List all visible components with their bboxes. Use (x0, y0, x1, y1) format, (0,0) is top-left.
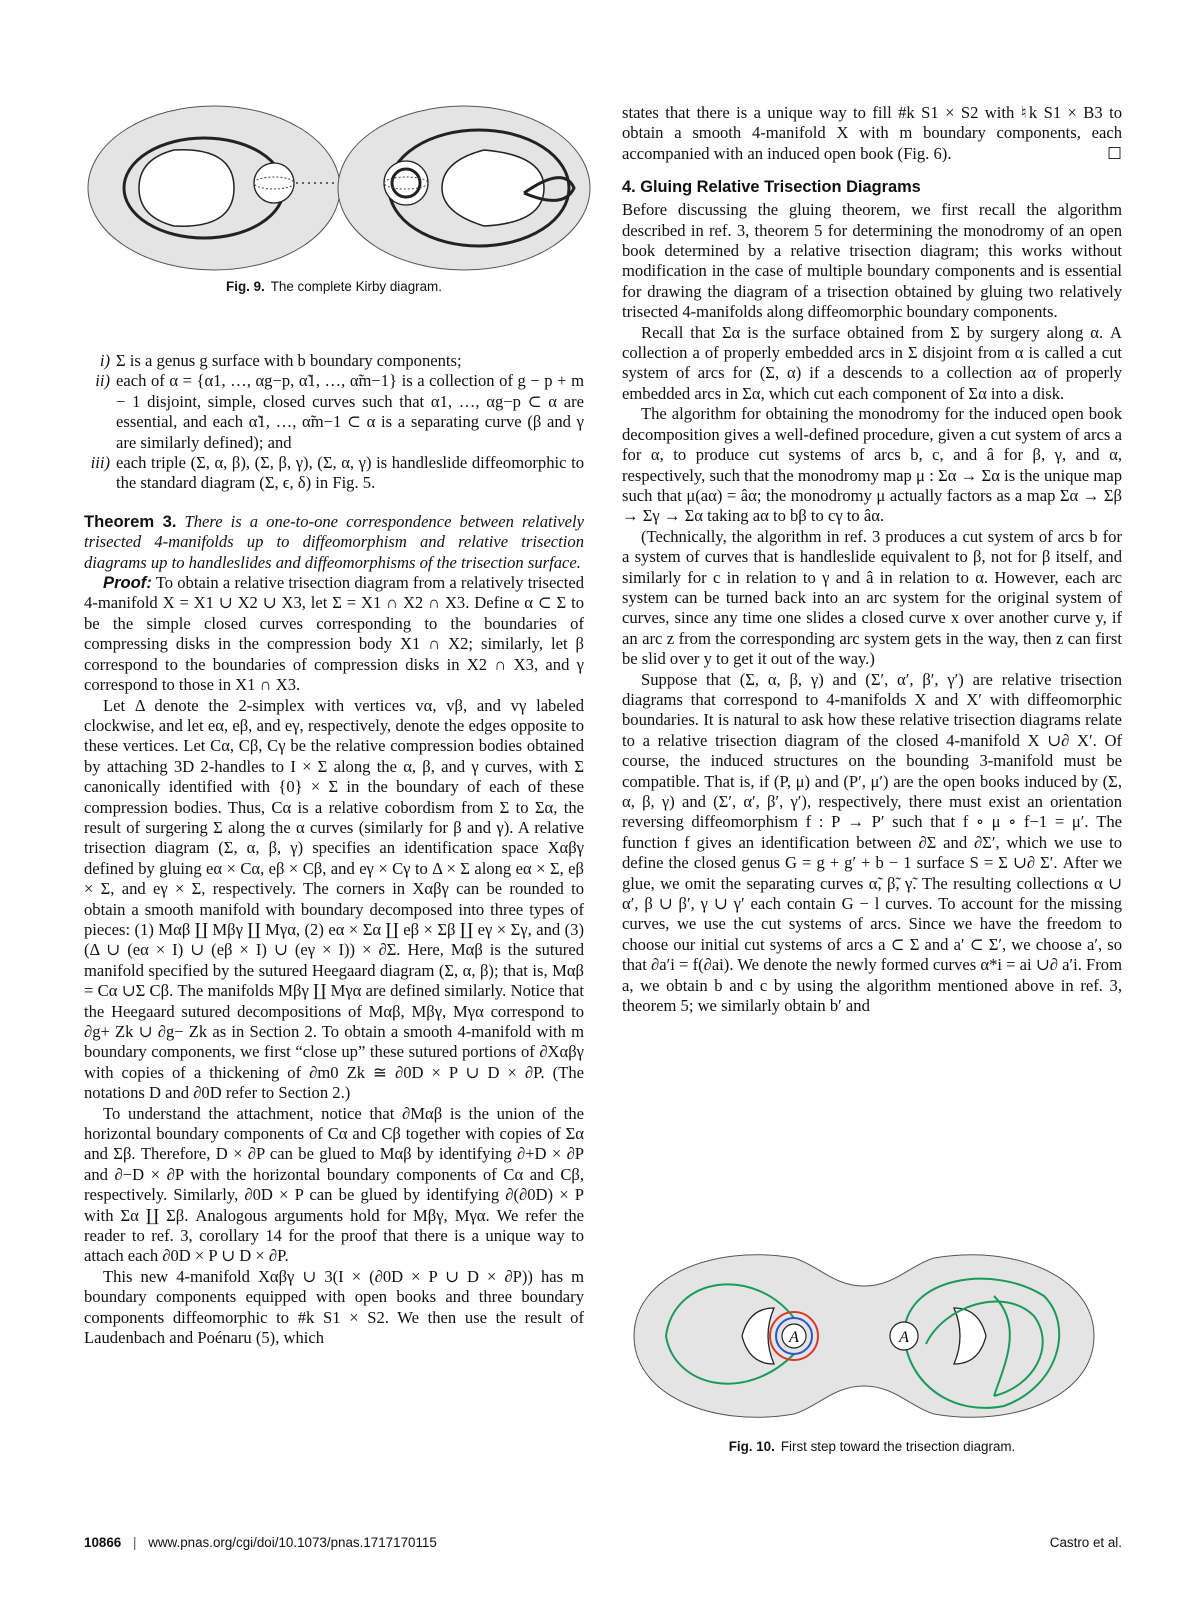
kirby-left-surface (88, 106, 340, 270)
kirby-right-ball (384, 161, 428, 205)
section-4-paragraph-5: Suppose that (Σ, α, β, γ) and (Σ′, α′, β′, γ′) are relative trisection diagrams that correspond to 4-manifolds X and X′ with diffeomorphic boundaries. It is natural to ask how these relative trisection diagrams relate to a relative trisection diagram of the closed 4-manifold X ∪∂ X′. Of course, the induced structures on the bounding 3-manifold must be compatible. That is, if (P, μ) and (P′, μ′) are the open books induced by (Σ, α, β, γ) and (Σ′, α′, β′, γ′), respectively, there must exist an orientation reversing diffeomorphism f : P → P′ such that f ∘ μ ∘ f−1 = μ′. The function f gives an identification between ∂Σ and ∂Σ′, which we use to define the closed genus G = g + g′ + b − 1 surface S = Σ ∪∂ Σ′. After we glue, we omit the separating curves α̃, β̃, γ̃. The resulting collections α ∪ α′, β ∪ β′, γ ∪ γ′ each contain G − l curves. To account for the missing curves, we use the cut systems of arcs. Since we have the freedom to choose our initial cut systems of arcs a ⊂ Σ and a′ ⊂ Σ′, we choose a′, so that ∂a′i = f(∂ai). We denote the newly formed curves α*i = ai ∪∂ a′i. From a, we obtain b and c by using the algorithm mentioned above in ref. 3, theorem 5; we similarly obtain b′ and (622, 669, 1122, 1016)
condition-text: Σ is a genus g surface with b boundary components; (116, 351, 462, 370)
theorem-3 (84, 512, 584, 573)
figure-9-label: Fig. 9. (226, 279, 265, 294)
proof-paragraph-1 (84, 573, 584, 695)
condition-label: i) (99, 351, 110, 370)
condition-text: each triple (Σ, α, β), (Σ, β, γ), (Σ, α, γ) is handleslide diffeomorphic to the standard diagram (Σ, ϵ, δ) in Fig. 5. (116, 453, 584, 493)
page-footer-right (1050, 1535, 1122, 1550)
section-4-heading: 4. Gluing Relative Trisection Diagrams (622, 178, 921, 197)
figure-9-caption-text: The complete Kirby diagram. (270, 279, 442, 294)
kirby-right-surface (338, 106, 590, 270)
condition-label: iii) (90, 453, 110, 473)
proof-paragraph-5 (622, 103, 1122, 164)
figure-10-caption-text: First step toward the trisection diagram. (780, 1439, 1016, 1454)
proof-paragraph-4: This new 4-manifold Xαβγ ∪ 3(I × (∂0D × P ∪ D × ∂P)) has m boundary components equipped with open books and three boundary components diffeomorphic to #k S1 × S2. We then use the result of Laudenbach and Poénaru (5), which (84, 1266, 584, 1348)
fig10-right-node-group (890, 1322, 918, 1350)
footer-separator: | (132, 1535, 137, 1550)
condition-text: each of α = {α1, …, αg−p, α̃1, …, α̃m−1} is a collection of g − p + m − 1 disjoint, simple, closed curves such that α1, …, αg−p ⊂ α are essential, and each α̃1, …, α̃m−1 ⊂ α is a separating curve (β and γ are similarly defined); and (116, 371, 584, 452)
section-4-paragraph-2: Recall that Σα is the surface obtained from Σ by surgery along α. A collection a of properly embedded arcs in Σ disjoint from α is called a cut system of arcs for (Σ, α) if a descends to a collection aα of properly embedded arcs in Σα, which cut each component of Σα into a disk. (622, 322, 1122, 403)
proof-paragraph-3: To understand the attachment, notice that ∂Mαβ is the union of the horizontal boundary components of Cα and Cβ together with copies of Σα and Σβ. Therefore, D × ∂P can be glued to Mαβ by identifying ∂+D × ∂P and ∂−D × ∂P with the horizontal boundary components of Cα and Cβ, respectively. Similarly, ∂0D × P can be glued by identifying ∂(∂0D) × P with Σα ∐ Σβ. Analogous arguments hold for Mβγ, Mγα. We refer the reader to ref. 3, corollary 14 for the proof that there is a unique way to attach each ∂0D × P ∪ D × ∂P. (84, 1103, 584, 1266)
theorem-text: There is a one-to-one correspondence between relatively trisected 4-manifolds up to diffeomorphism and relative trisection diagrams up to handleslides and diffeomorphisms of the trisection surface. (84, 511, 584, 572)
fig10-node-left-label: A (789, 1329, 799, 1346)
condition-i (84, 351, 584, 371)
figure-9-caption (84, 278, 584, 296)
doi-link[interactable]: www.pnas.org/cgi/doi/10.1073/pnas.1717170115 (148, 1535, 437, 1550)
proof-paragraph-2: Let Δ denote the 2-simplex with vertices vα, vβ, and vγ labeled clockwise, and let eα, eβ, and eγ, respectively, denote the edges opposite to these vertices. Let Cα, Cβ, Cγ be the relative compression bodies obtained by attaching 3D 2-handles to I × Σ along the α, β, and γ curves, with Σ canonically identified with {0} × Σ in the boundary of each of these compression bodies. Thus, Cα is a relative cobordism from Σ to Σα, the result of surgering Σ along the α curves (similarly for β and γ). A relative trisection diagram (Σ, α, β, γ) specifies an identification space Xαβγ defined by gluing eα × Cα, eβ × Cβ, and eγ × Cγ to Δ × Σ along eα × Σ, eβ × Σ, and eγ × Σ, respectively. The corners in Xαβγ can be rounded to obtain a smooth manifold with boundary decomposed into three types of pieces: (1) Mαβ ∐ Mβγ ∐ Mγα, (2) eα × Σα ∐ eβ × Σβ ∐ eγ × Σγ, and (3) (Δ ∪ (eα × I) ∪ (eβ × I) ∪ (eγ × I)) × ∂Σ. Here, Mαβ is the sutured manifold specified by the sutured Heegaard diagram (Σ, α, β); that is, Mαβ = Cα ∪Σ Cβ. The manifolds Mβγ ∐ Mγα are defined similarly. Notice that the Heegaard sutured decompositions of Mαβ, Mβγ, Mγα correspond to ∂g+ Zk ∪ ∂g− Zk as in Section 2. To obtain a smooth 4-manifold with m boundary components, we first “close up” these sutured portions of ∂Xαβγ with copies of a thickening of ∂m0 Zk ≅ ∂0D × P ∪ D × ∂P. (The notations D and ∂0D refer to Section 2.) (84, 695, 584, 1103)
proof-text-5: states that there is a unique way to fill #k S1 × S2 with ♮k S1 × B3 to obtain a smooth 4-manifold X with m boundary components, each accompanied with an induced open book (Fig. 6). (622, 103, 1122, 163)
section-4-paragraph-1: Before discussing the gluing theorem, we first recall the algorithm described in ref. 3, theorem 5 for determining the monodromy of an open book determined by a relative trisection diagram; this works without modification in the case of multiple boundary components and is essential for drawing the diagram of a trisection obtained by gluing two relatively trisected 4-manifolds along diffeomorphic boundary components. (622, 200, 1122, 322)
fig10-node-right-label: A (899, 1329, 909, 1346)
section-4-paragraph-4: (Technically, the algorithm in ref. 3 produces a cut system of arcs b for a system of curves that is handleslide equivalent to β, not for β itself, and similarly for c in relation to γ and â in relation to α. However, each arc system can be turned back into an arc system for the original system of curves, since any time one slides a closed curve x over another curve y, if an arc z from the corresponding arc system gets in the way, then z can first be slid over y to get it out of the way.) (622, 526, 1122, 669)
condition-iii (84, 453, 584, 494)
proof-text-1: To obtain a relative trisection diagram from a relatively trisected 4-manifold X = X1 ∪ X2 ∪ X3, let Σ = X1 ∩ X2 ∩ X3. Define α ⊂ Σ to be the simple closed curves corresponding to the boundaries of compressing disks in the compression body X1 ∩ X2; similarly, let β correspond to the boundaries of compression disks in X2 ∩ X3, and γ correspond to those in X1 ∩ X3. (84, 573, 584, 695)
condition-ii (84, 371, 584, 453)
figure-9-kirby-diagram (84, 95, 596, 273)
figure-10-label: Fig. 10. (728, 1439, 775, 1454)
fig10-surface (634, 1255, 1094, 1418)
page-footer-left (84, 1535, 437, 1550)
qed-symbol: ☐ (1107, 143, 1122, 163)
figure-10-trisection-diagram (604, 1236, 1124, 1436)
right-column (622, 103, 1122, 1016)
proof-label: Proof: (103, 573, 152, 593)
page-number: 10866 (84, 1535, 122, 1550)
theorem-label: Theorem 3. (84, 511, 177, 531)
kirby-left-ball (254, 163, 294, 203)
condition-label: ii) (95, 371, 110, 391)
section-4-paragraph-3: The algorithm for obtaining the monodromy for the induced open book decomposition gives a well-defined procedure, given a cut system of arcs a for α, to produce cut systems of arcs b, c, and â for β, γ, and α, respectively, such that the monodromy map μ : Σα → Σα is the unique map such that μ(aα) = âα; the monodromy μ actually factors as a map Σα → Σβ → Σγ → Σα taking aα to bβ to cγ to âα. (622, 404, 1122, 526)
authors: Castro et al. (1049, 1535, 1122, 1550)
left-column (84, 351, 584, 1349)
figure-10-caption (622, 1438, 1122, 1456)
